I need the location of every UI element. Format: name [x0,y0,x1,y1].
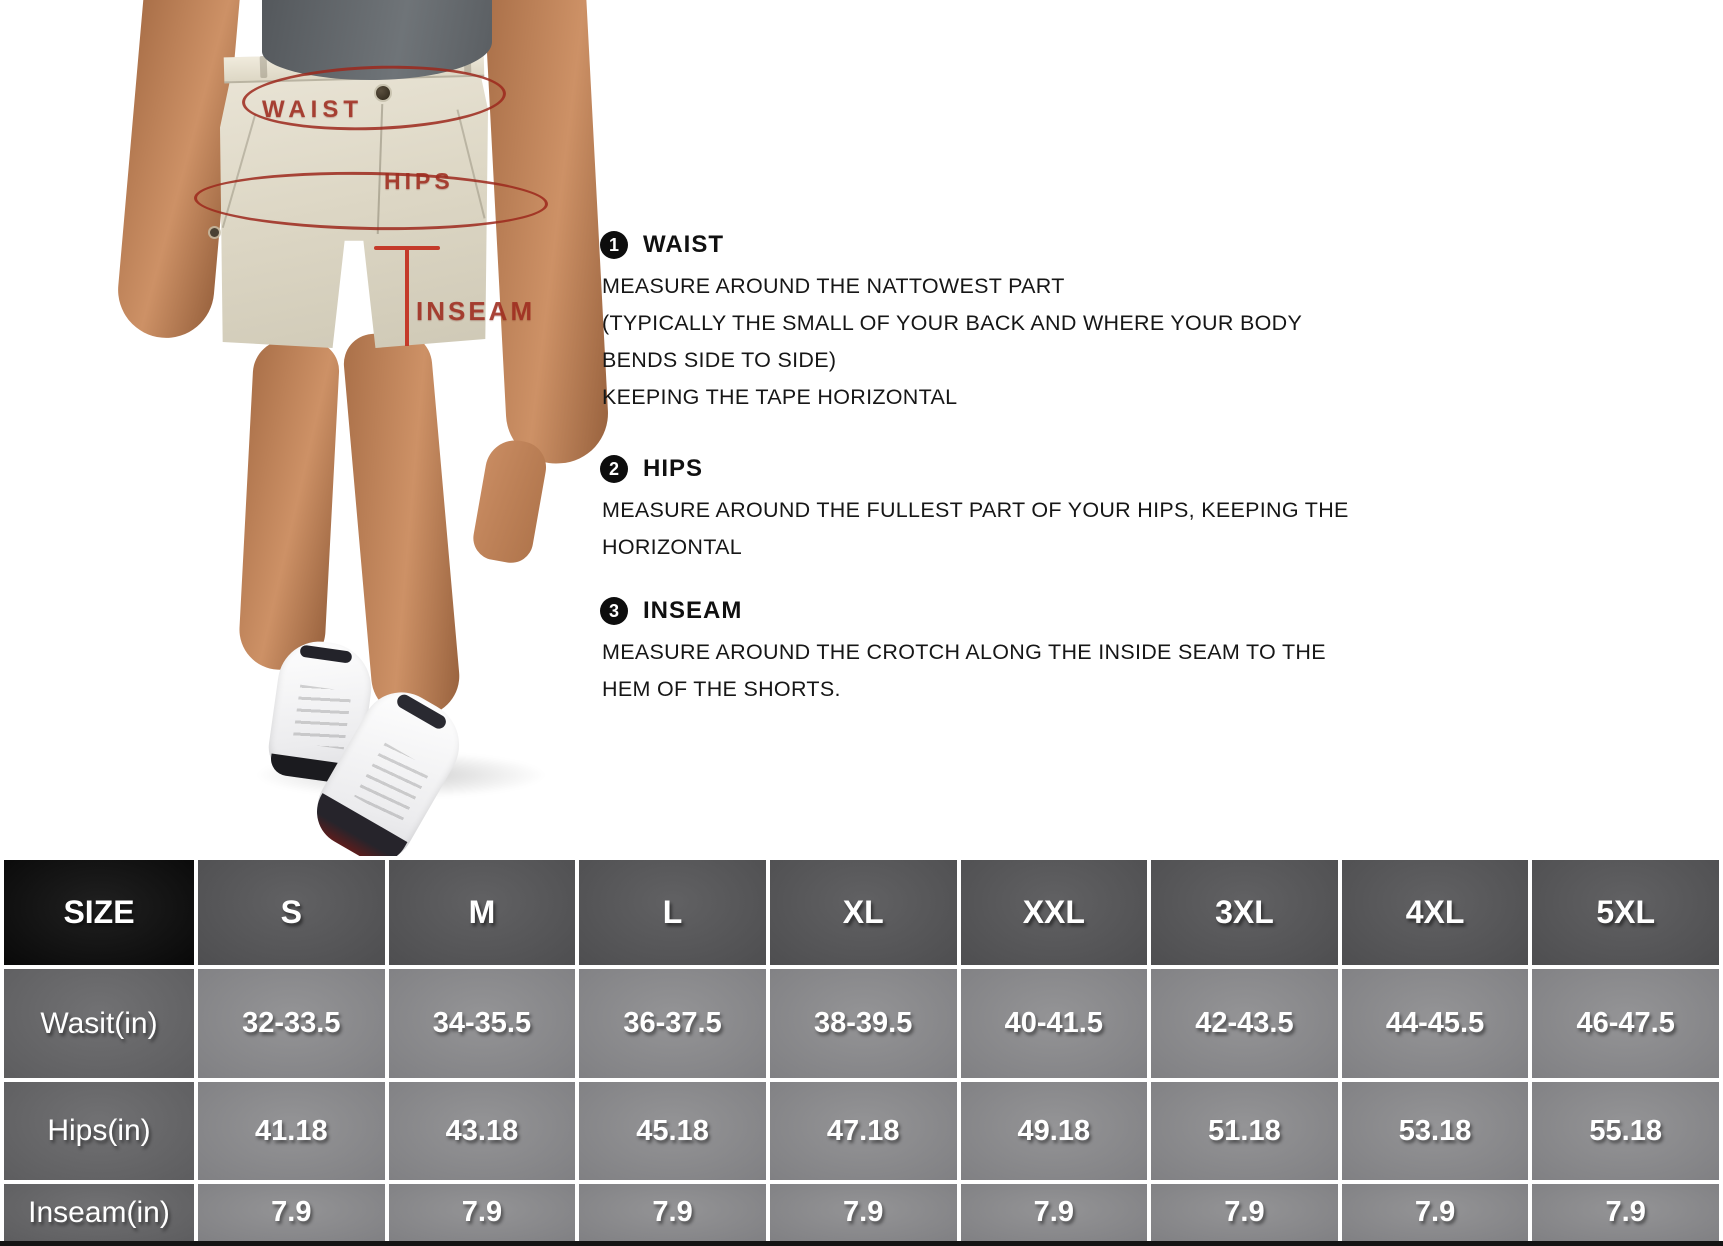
hips-value-cell: 53.18 [1342,1082,1529,1180]
instruction-line: KEEPING THE TAPE HORIZONTAL [602,385,958,409]
step-number-badge: 1 [600,231,628,259]
header-cell-l: L [579,860,766,965]
instruction-line: BENDS SIDE TO SIDE) [602,348,837,372]
waist-value-cell: 44-45.5 [1342,969,1529,1078]
section-body [602,492,1390,566]
waist-value-cell: 34-35.5 [389,969,576,1078]
hips-value-cell: 41.18 [198,1082,385,1180]
section-heading [600,452,1390,486]
instruction-section-inseam [600,594,1390,708]
step-number-badge: 2 [600,455,628,483]
waist-value-cell: 40-41.5 [961,969,1148,1078]
section-title: WAIST [643,231,724,258]
row-label-inseam: Inseam(in) [4,1184,194,1241]
header-cell-5xl: 5XL [1532,860,1719,965]
instruction-line: HEM OF THE SHORTS. [602,677,841,701]
section-body [602,268,1390,416]
hips-value-cell: 49.18 [961,1082,1148,1180]
inseam-value-cell: 7.9 [198,1184,385,1241]
header-cell-m: M [389,860,576,965]
hips-overlay-label: HIPS [384,168,454,194]
inseam-value-cell: 7.9 [1151,1184,1338,1241]
model-figure [128,0,606,858]
instruction-section-waist [600,228,1390,416]
waist-value-cell: 46-47.5 [1532,969,1719,1078]
hips-value-cell: 45.18 [579,1082,766,1180]
waist-value-cell: 32-33.5 [198,969,385,1078]
inseam-value-cell: 7.9 [770,1184,957,1241]
instruction-section-hips [600,452,1390,566]
right-hand [470,436,550,567]
inseam-value-cell: 7.9 [1342,1184,1529,1241]
waist-overlay-label: WAIST [262,96,363,123]
row-label-waist: Wasit(in) [4,969,194,1078]
header-cell-xl: XL [770,860,957,965]
inseam-value-cell: 7.9 [961,1184,1148,1241]
header-cell-3xl: 3XL [1151,860,1338,965]
instruction-line: MEASURE AROUND THE CROTCH ALONG THE INSIDE SEAM TO THE [602,640,1326,664]
inseam-value-cell: 7.9 [389,1184,576,1241]
instruction-line: MEASURE AROUND THE NATTOWEST PART [602,274,1065,298]
header-cell-xxl: XXL [961,860,1148,965]
section-heading [600,594,1390,628]
header-cell-size: SIZE [4,860,194,965]
inseam-overlay-label: INSEAM [416,296,536,326]
section-body [602,634,1390,708]
section-title: HIPS [643,455,704,482]
instruction-line: MEASURE AROUND THE FULLEST PART OF YOUR HIPS, KEEPING THE [602,498,1349,522]
instruction-line: (TYPICALLY THE SMALL OF YOUR BACK AND WHERE YOUR BODY [602,311,1303,335]
right-arm [484,0,610,466]
inseam-measure-line [405,246,409,346]
header-cell-4xl: 4XL [1342,860,1529,965]
waist-value-cell: 36-37.5 [579,969,766,1078]
hips-value-cell: 51.18 [1151,1082,1338,1180]
waist-value-cell: 42-43.5 [1151,969,1338,1078]
pocket-zipper-pull [210,228,219,237]
step-number-badge: 3 [600,597,628,625]
measuring-instructions [600,228,1390,708]
waist-value-cell: 38-39.5 [770,969,957,1078]
instruction-line: HORIZONTAL [602,535,742,559]
hips-value-cell: 55.18 [1532,1082,1719,1180]
section-heading [600,228,1390,262]
hips-value-cell: 43.18 [389,1082,576,1180]
row-label-hips: Hips(in) [4,1082,194,1180]
size-chart-table [0,856,1723,1246]
left-leg [237,338,340,672]
section-title: INSEAM [643,597,743,624]
hips-value-cell: 47.18 [770,1082,957,1180]
inseam-value-cell: 7.9 [1532,1184,1719,1241]
left-shoe-laces [292,685,352,750]
inseam-value-cell: 7.9 [579,1184,766,1241]
header-cell-s: S [198,860,385,965]
